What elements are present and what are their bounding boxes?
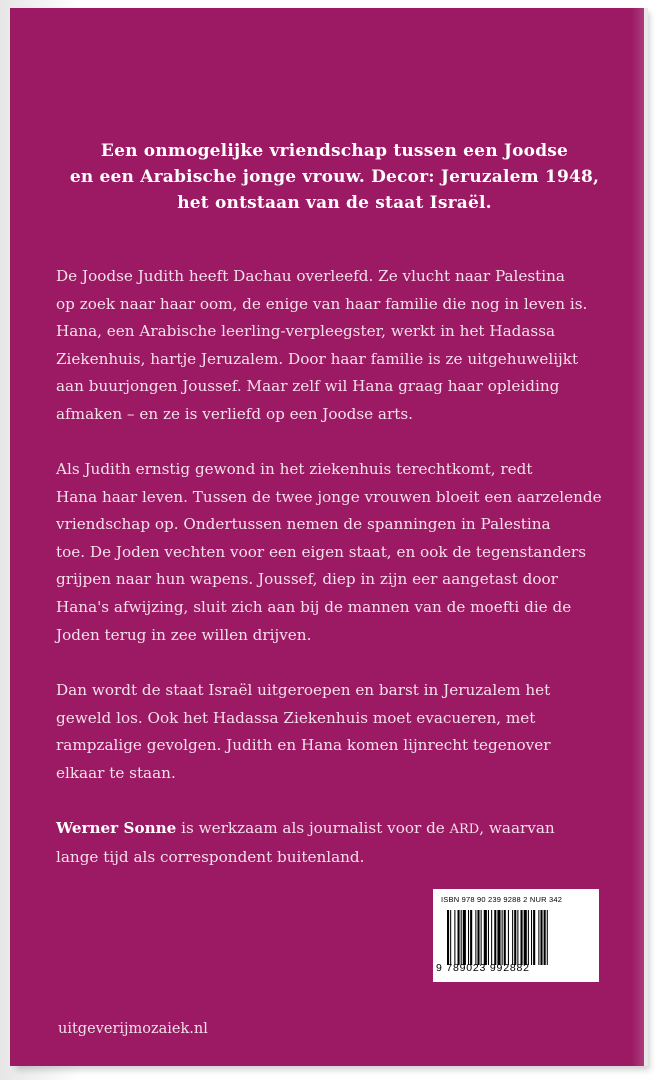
barcode-bar [497,910,500,965]
blurb-headline [60,138,609,216]
headline-line: Een onmogelijke vriendschap tussen een Joodse [100,141,569,161]
text-line: Dan wordt de staat Israël uitgeroepen en barst in Jeruzalem het [56,681,551,699]
synopsis-paragraph-3 [56,677,627,787]
text-line: Hana's afwijzing, sluit zich aan bij de mannen van de moefti die de [56,597,572,616]
barcode-bars [447,910,587,965]
barcode-bar [475,910,476,965]
text-line: grijpen naar hun wapens. Joussef, diep in zijn eer aangetast door [56,570,558,589]
barcode-bar [447,910,449,965]
barcode-bar [494,910,496,965]
barcode-bar [468,910,469,965]
text-line: Als Judith ernstig gewond in het ziekenhuis terechtkomt, redt [56,460,533,478]
barcode-bar [547,910,548,965]
barcode-bar [508,910,509,965]
barcode-bar [461,910,462,965]
barcode-bar [470,910,472,965]
author-bio-line: lange tijd als correspondent buitenland. [56,847,365,866]
barcode-bar [514,910,516,965]
text-line: geweld los. Ook het Hadassa Ziekenhuis moet evacueren, met [56,708,536,727]
text-line: afmaken – en ze is verliefd op een Joodse arts. [56,404,413,423]
barcode-bar [491,910,492,965]
author-bio-text: , waarvan [479,819,555,837]
barcode-bar [504,910,506,965]
barcode-bar [502,910,503,965]
text-line: Hana, een Arabische leerling-verpleegster, werkt in het Hadassa [56,322,556,341]
text-line: aan buurjongen Joussef. Maar zelf wil Hana graag haar opleiding [56,377,560,396]
barcode-bar [481,910,482,965]
barcode-bar [531,910,532,965]
barcode-bar [463,910,466,965]
text-line: elkaar te staan. [56,763,176,782]
text-line: toe. De Joden vechten voor een eigen staat, en ook de tegenstanders [56,542,586,561]
publisher-website: uitgeverijmozaiek.nl [58,1021,208,1037]
broadcaster-name: ARD [449,822,480,837]
author-name: Werner Sonne [56,819,177,837]
barcode-bar [528,910,529,965]
isbn-label: ISBN 978 90 239 9288 2 NUR 342 [441,895,563,904]
barcode-bar [524,910,527,965]
headline-line: het ontstaan van de staat Israël. [177,193,492,213]
text-line: Joden terug in zee willen drijven. [56,625,312,644]
text-line: De Joodse Judith heeft Dachau overleefd. Ze vlucht naar Palestina [56,267,565,285]
text-line: op zoek naar haar oom, de enige van haar familie die nog in leven is. [56,294,588,313]
text-line: vriendschap op. Ondertussen nemen de spanningen in Palestina [56,515,551,534]
barcode-bar [512,910,513,965]
page-edge [632,8,644,1066]
barcode-bar [450,910,451,965]
barcode-bar [533,910,535,965]
barcode-bar [477,910,479,965]
barcode-bar [521,910,523,965]
barcode-bar [538,910,539,965]
synopsis-paragraph-1 [56,263,627,429]
synopsis-paragraph-2 [56,456,627,649]
barcode-bar [540,910,542,965]
barcode-bar [517,910,518,965]
barcode-bar [544,910,546,965]
barcode-bar [458,910,460,965]
author-bio-line [56,815,627,844]
barcode-bar [484,910,487,965]
text-line: rampzalige gevolgen. Judith en Hana komen lijnrecht tegenover [56,736,551,755]
isbn-barcode [433,889,599,982]
barcode-bar [454,910,455,965]
text-line: Hana haar leven. Tussen de twee jonge vrouwen bloeit een aarzelende [56,487,602,506]
author-bio [56,815,627,871]
isbn-digits: 9 789023 992882 [436,962,530,974]
text-line: Ziekenhuis, hartje Jeruzalem. Door haar familie is ze uitgehuwelijkt [56,349,579,368]
barcode-bar [488,910,489,965]
headline-line: en een Arabische jonge vrouw. Decor: Jeruzalem 1948, [69,167,600,187]
author-bio-text: is werkzaam als journalist voor de [176,819,450,837]
